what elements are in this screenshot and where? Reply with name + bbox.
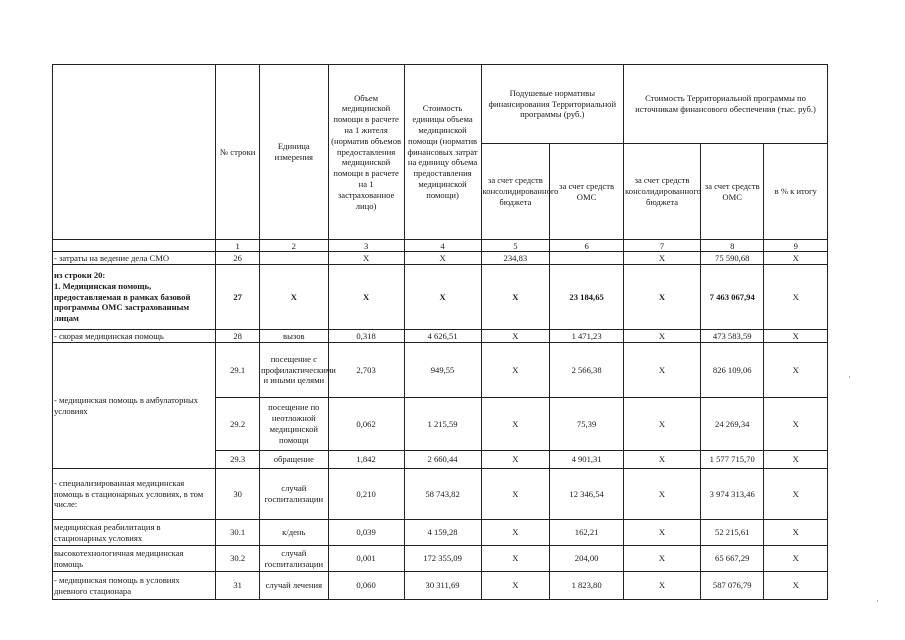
- row-cost-budget: X: [624, 469, 701, 520]
- row-percent: X: [764, 330, 828, 343]
- row-volume: X: [328, 265, 404, 330]
- header-unit: Единица измерения: [260, 65, 329, 240]
- row-percent: X: [764, 252, 828, 265]
- row-cost-budget: X: [624, 398, 701, 451]
- column-number: 3: [328, 240, 404, 252]
- column-number: 1: [216, 240, 260, 252]
- row-cost-oms: 24 269,34: [701, 398, 764, 451]
- row-number: 30.1: [216, 520, 260, 546]
- column-number: [53, 240, 216, 252]
- row-cost-budget: X: [624, 252, 701, 265]
- table-row: [53, 572, 828, 600]
- row-per-capita-empty: [550, 252, 624, 265]
- row-number: 31: [216, 572, 260, 600]
- column-number: 9: [764, 240, 828, 252]
- header-name-cell: [53, 65, 216, 240]
- row-cost-budget: X: [624, 330, 701, 343]
- row-per-capita-budget: X: [481, 469, 550, 520]
- column-number: 7: [624, 240, 701, 252]
- row-name: - медицинская помощь в условиях дневного стационара: [53, 572, 216, 600]
- row-unit: вызов: [260, 330, 329, 343]
- row-cost-oms: 75 590,68: [701, 252, 764, 265]
- row-unit: случай лечения: [260, 572, 329, 600]
- row-volume: 0,318: [328, 330, 404, 343]
- column-number: 8: [701, 240, 764, 252]
- column-number: 5: [481, 240, 550, 252]
- row-volume: X: [328, 252, 404, 265]
- row-percent: X: [764, 451, 828, 469]
- row-volume: 0,001: [328, 546, 404, 572]
- table-row: [53, 520, 828, 546]
- row-unit: случай госпитализации: [260, 546, 329, 572]
- row-name: из строки 20: 1. Медицинская помощь, предоставляемая в рамках базовой программы ОМС застрахованным лицам: [53, 265, 216, 330]
- column-number: 6: [550, 240, 624, 252]
- row-cost-budget: X: [624, 546, 701, 572]
- row-number: 30.2: [216, 546, 260, 572]
- row-name: - специализированная медицинская помощь в стационарных условиях, в том числе:: [53, 469, 216, 520]
- program-cost-table: [52, 64, 828, 600]
- row-per-capita-budget: X: [481, 343, 550, 398]
- row-name: - скорая медицинская помощь: [53, 330, 216, 343]
- row-per-capita-oms: 23 184,65: [550, 265, 624, 330]
- header-oms-1: за счет средств ОМС: [550, 144, 624, 240]
- table-row: [53, 469, 828, 520]
- table-row: [53, 330, 828, 343]
- row-unit: X: [260, 265, 329, 330]
- header-row-1: [53, 65, 828, 144]
- row-per-capita-oms: 2 566,38: [550, 343, 624, 398]
- table-row: [53, 343, 828, 398]
- row-percent: X: [764, 572, 828, 600]
- row-cost-oms: 587 076,79: [701, 572, 764, 600]
- row-per-capita-budget: X: [481, 330, 550, 343]
- row-number: 29.1: [216, 343, 260, 398]
- row-percent: X: [764, 469, 828, 520]
- row-per-capita-oms: 234,83: [481, 252, 550, 265]
- row-unit-cost: 2 660,44: [404, 451, 481, 469]
- row-percent: X: [764, 343, 828, 398]
- row-per-capita-oms: 162,21: [550, 520, 624, 546]
- row-name: медицинская реабилитация в стационарных условиях: [53, 520, 216, 546]
- header-oms-2: за счет средств ОМС: [701, 144, 764, 240]
- row-per-capita-budget: X: [481, 451, 550, 469]
- row-name: - затраты на ведение дела СМО: [53, 252, 216, 265]
- row-unit: обращение: [260, 451, 329, 469]
- row-percent: X: [764, 546, 828, 572]
- header-volume: Объем медицинской помощи в расчете на 1 жителя (норматив объемов предоставления медицинской помощи в расчете на 1 застрахованное лицо): [328, 65, 404, 240]
- row-cost-oms: 3 974 313,46: [701, 469, 764, 520]
- row-percent: X: [764, 520, 828, 546]
- row-unit: посещение по неотложной медицинской помощи: [260, 398, 329, 451]
- row-per-capita-oms: 1 471,23: [550, 330, 624, 343]
- row-unit-cost: 172 355,09: [404, 546, 481, 572]
- row-volume: 1,842: [328, 451, 404, 469]
- column-number-row: [53, 240, 828, 252]
- row-number: 30: [216, 469, 260, 520]
- row-cost-oms: 1 577 715,70: [701, 451, 764, 469]
- row-unit-cost: 1 215,59: [404, 398, 481, 451]
- row-cost-oms: 826 109,06: [701, 343, 764, 398]
- row-cost-budget: X: [624, 265, 701, 330]
- row-number: 26: [216, 252, 260, 265]
- row-volume: 2,703: [328, 343, 404, 398]
- row-per-capita-budget: X: [481, 265, 550, 330]
- row-volume: 0,039: [328, 520, 404, 546]
- row-unit-cost: 4 159,28: [404, 520, 481, 546]
- row-per-capita-oms: 1 823,80: [550, 572, 624, 600]
- header-per-capita-group: Подушевые нормативы финансирования Территориальной программы (руб.): [481, 65, 624, 144]
- scan-speck: ·: [848, 372, 851, 382]
- row-per-capita-budget: X: [481, 546, 550, 572]
- row-name: - медицинская помощь в амбулаторных условиях: [53, 343, 216, 469]
- row-cost-budget: X: [624, 451, 701, 469]
- scan-speck: ·: [876, 596, 879, 606]
- row-number: 29.2: [216, 398, 260, 451]
- row-cost-oms: 473 583,59: [701, 330, 764, 343]
- row-unit-cost: X: [404, 265, 481, 330]
- row-volume: 0,210: [328, 469, 404, 520]
- row-cost-oms: 65 667,29: [701, 546, 764, 572]
- row-volume: 0,060: [328, 572, 404, 600]
- row-unit: к/день: [260, 520, 329, 546]
- row-per-capita-budget: X: [481, 572, 550, 600]
- row-per-capita-oms: 4 901,31: [550, 451, 624, 469]
- row-name: высокотехнологичная медицинская помощь: [53, 546, 216, 572]
- row-cost-oms: 52 215,61: [701, 520, 764, 546]
- row-volume: 0,062: [328, 398, 404, 451]
- row-unit: [260, 252, 329, 265]
- row-per-capita-oms: 204,00: [550, 546, 624, 572]
- row-per-capita-oms: 75,39: [550, 398, 624, 451]
- row-per-capita-oms: 12 346,54: [550, 469, 624, 520]
- row-cost-budget: X: [624, 343, 701, 398]
- header-consolidated-budget-2: за счет средств консолидированного бюджета: [624, 144, 701, 240]
- row-unit-cost: 949,55: [404, 343, 481, 398]
- row-number: 29.3: [216, 451, 260, 469]
- row-number: 28: [216, 330, 260, 343]
- table-row: [53, 265, 828, 330]
- header-program-cost-group: Стоимость Территориальной программы по источникам финансового обеспечения (тыс. руб.): [624, 65, 828, 144]
- row-percent: X: [764, 265, 828, 330]
- row-unit-cost: 58 743,82: [404, 469, 481, 520]
- row-unit-cost: 30 311,69: [404, 572, 481, 600]
- row-unit: случай госпитализации: [260, 469, 329, 520]
- row-unit: посещение с профилактическими и иными целями: [260, 343, 329, 398]
- row-per-capita-budget: X: [481, 398, 550, 451]
- row-percent: X: [764, 398, 828, 451]
- row-unit-cost: 4 626,51: [404, 330, 481, 343]
- column-number: 4: [404, 240, 481, 252]
- header-row-number: № строки: [216, 65, 260, 240]
- table-row: [53, 252, 828, 265]
- table-row: [53, 546, 828, 572]
- header-unit-cost: Стоимость единицы объема медицинской помощи (норматив финансовых затрат на единицу объема предоставления медицинской помощи): [404, 65, 481, 240]
- row-cost-oms: 7 463 067,94: [701, 265, 764, 330]
- row-cost-budget: X: [624, 520, 701, 546]
- header-percent-total: в % к итогу: [764, 144, 828, 240]
- column-number: 2: [260, 240, 329, 252]
- row-number: 27: [216, 265, 260, 330]
- row-cost-budget: X: [624, 572, 701, 600]
- row-unit-cost: X: [404, 252, 481, 265]
- row-per-capita-budget: X: [481, 520, 550, 546]
- header-consolidated-budget-1: за счет средств консолидированного бюджета: [481, 144, 550, 240]
